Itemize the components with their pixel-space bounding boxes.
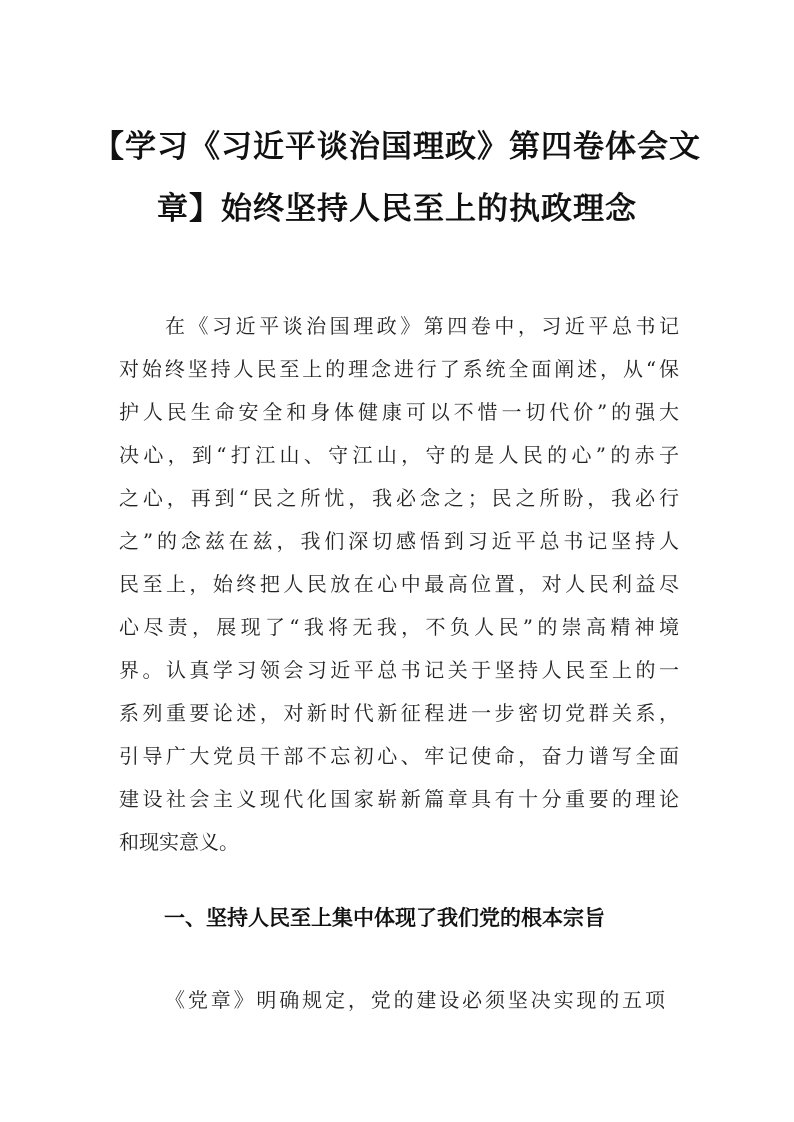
paragraph-line: 在《习近平谈治国理政》第四卷中，习近平总书记 bbox=[165, 314, 679, 338]
paragraph-line: 界。认真学习领会习近平总书记关于坚持人民至上的一 bbox=[119, 658, 679, 682]
paragraph-line: 心尽责，展现了“我将无我，不负人民”的崇高精神境 bbox=[119, 615, 679, 639]
paragraph-line: 引导广大党员干部不忘初心、牢记使命，奋力谱写全面 bbox=[119, 744, 679, 768]
paragraph-line: 之”的念兹在兹，我们深切感悟到习近平总书记坚持人 bbox=[119, 529, 679, 553]
document-title-line-2: 章】始终坚持人民至上的执政理念 bbox=[157, 191, 637, 227]
paragraph-line: 建设社会主义现代化国家崭新篇章具有十分重要的理论 bbox=[119, 787, 679, 811]
paragraph-line: 《党章》明确规定，党的建设必须坚决实现的五项 bbox=[165, 988, 665, 1012]
paragraph-line: 和现实意义。 bbox=[119, 830, 239, 854]
document-title-line-1: 【学习《习近平谈治国理政》第四卷体会文 bbox=[93, 129, 701, 165]
paragraph-line: 护人民生命安全和身体健康可以不惜一切代价”的强大 bbox=[119, 400, 679, 424]
paragraph-line: 对始终坚持人民至上的理念进行了系统全面阐述，从“保 bbox=[119, 357, 679, 381]
paragraph-line: 之心，再到“民之所忧，我必念之；民之所盼，我必行 bbox=[119, 486, 679, 510]
paragraph-line: 系列重要论述，对新时代新征程进一步密切党群关系， bbox=[119, 701, 679, 725]
section-heading: 一、坚持人民至上集中体现了我们党的根本宗旨 bbox=[164, 906, 605, 930]
paragraph-line: 民至上，始终把人民放在心中最高位置，对人民利益尽 bbox=[119, 572, 679, 596]
paragraph-line: 决心，到“打江山、守江山，守的是人民的心”的赤子 bbox=[119, 443, 679, 467]
